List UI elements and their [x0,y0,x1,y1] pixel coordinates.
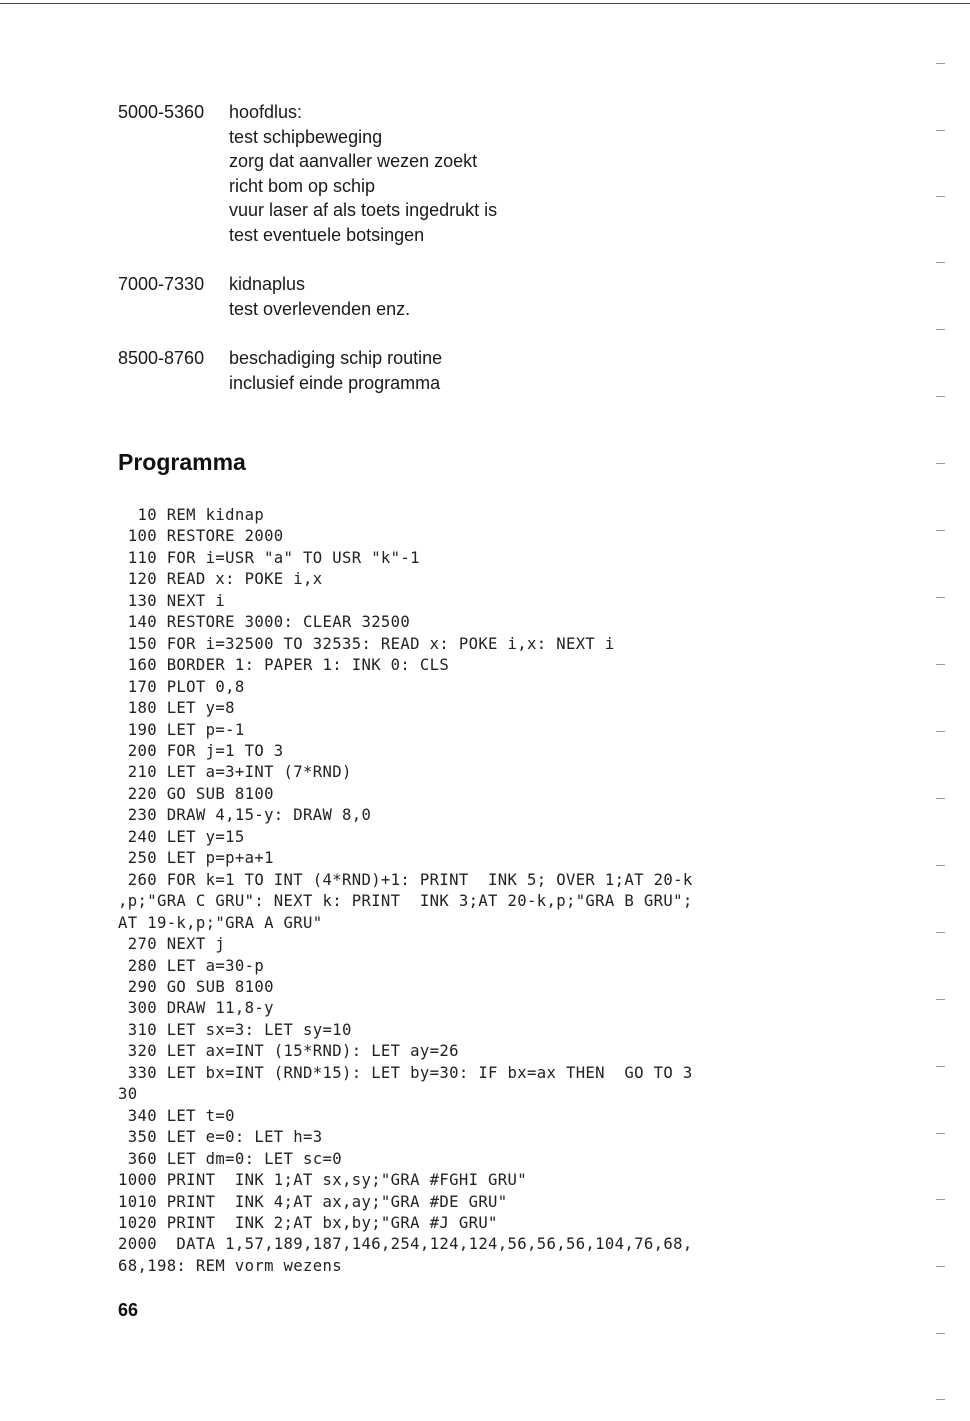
routine-description [229,346,729,395]
listing-line: 340 LET t=0 [118,1106,235,1125]
margin-tick [936,396,945,397]
listing-line: 1000 PRINT INK 1;AT sx,sy;"GRA #FGHI GRU" [118,1171,528,1190]
listing-line: 270 NEXT j [118,935,226,954]
description-line: beschadiging schip routine [229,348,443,368]
listing-line: 210 LET a=3+INT (7*RND) [118,763,352,782]
listing-line: 260 FOR k=1 TO INT (4*RND)+1: PRINT INK 5; OVER 1;AT 20-k [118,870,693,889]
listing-line: 350 LET e=0: LET h=3 [118,1128,323,1147]
description-line: inclusief einde programma [229,372,441,393]
margin-tick [936,329,945,330]
line-range: 5000-5360 [118,102,205,122]
margin-tick [936,798,945,799]
listing-line: 170 PLOT 0,8 [118,677,245,696]
margin-ticks [936,0,946,1421]
listing-line: 290 GO SUB 8100 [118,977,274,996]
listing-line: 230 DRAW 4,15-y: DRAW 8,0 [118,806,372,825]
margin-tick [936,1333,945,1334]
listing-line: 10 REM kidnap [118,506,265,524]
margin-tick [936,865,945,866]
listing-line: 150 FOR i=32500 TO 32535: READ x: POKE i,x: NEXT i [118,634,615,653]
listing-line: 200 FOR j=1 TO 3 [118,741,284,760]
margin-tick [936,731,945,732]
listing-line: 320 LET ax=INT (15*RND): LET ay=26 [118,1042,459,1061]
routine-description [229,272,729,321]
margin-tick [936,196,945,197]
listing-line: 250 LET p=p+a+1 [118,849,274,868]
description-line: hoofdlus: [229,102,303,122]
section-heading: Programma [118,449,246,475]
description-line: vuur laser af als toets ingedrukt is [229,200,498,220]
listing-line: 68,198: REM vorm wezens [118,1256,342,1275]
description-line: test overlevenden enz. [229,298,411,319]
listing-line: 160 BORDER 1: PAPER 1: INK 0: CLS [118,656,450,675]
margin-tick [936,262,945,263]
listing-line: AT 19-k,p;"GRA A GRU" [118,913,323,932]
routine-description [229,100,729,247]
listing-line: ,p;"GRA C GRU": NEXT k: PRINT INK 3;AT 20-k,p;"GRA B GRU"; [118,892,693,911]
page-number: 66 [118,1300,139,1320]
listing-line: 280 LET a=30-p [118,956,265,975]
margin-tick [936,597,945,598]
listing-line: 300 DRAW 11,8-y [118,999,274,1018]
margin-tick [936,130,945,131]
margin-tick [936,463,945,464]
margin-tick [936,999,945,1000]
description-line: zorg dat aanvaller wezen zoekt [229,151,478,171]
listing-line: 120 READ x: POKE i,x [118,570,323,589]
listing-line: 180 LET y=8 [118,699,235,718]
margin-tick [936,1266,945,1267]
margin-tick [936,664,945,665]
top-rule [0,3,970,4]
margin-tick [936,63,945,64]
line-range: 8500-8760 [118,348,205,368]
description-line: test schipbeweging [229,126,383,147]
listing-line: 240 LET y=15 [118,827,245,846]
margin-tick [936,1199,945,1200]
listing-line: 100 RESTORE 2000 [118,527,284,546]
margin-tick [936,1133,945,1134]
description-line: test eventuele botsingen [229,224,425,245]
listing-line: 330 LET bx=INT (RND*15): LET by=30: IF bx=ax THEN GO TO 3 [118,1063,693,1082]
listing-line: 360 LET dm=0: LET sc=0 [118,1149,342,1168]
description-line: richt bom op schip [229,175,376,196]
margin-tick [936,932,945,933]
line-range: 7000-7330 [118,274,205,294]
listing-line: 220 GO SUB 8100 [118,784,274,803]
listing-line: 2000 DATA 1,57,189,187,146,254,124,124,56,56,56,104,76,68, [118,1235,693,1254]
listing-line: 190 LET p=-1 [118,720,245,739]
margin-tick [936,530,945,531]
listing-line: 30 [118,1085,138,1104]
description-line: kidnaplus [229,274,306,294]
listing-line: 310 LET sx=3: LET sy=10 [118,1020,352,1039]
listing-line: 140 RESTORE 3000: CLEAR 32500 [118,613,411,632]
listing-line: 1020 PRINT INK 2;AT bx,by;"GRA #J GRU" [118,1213,498,1232]
listing-line: 110 FOR i=USR "a" TO USR "k"-1 [118,548,420,567]
listing-line: 1010 PRINT INK 4;AT ax,ay;"GRA #DE GRU" [118,1192,508,1211]
margin-tick [936,1066,945,1067]
listing-line: 130 NEXT i [118,591,226,610]
margin-tick [936,1399,945,1400]
basic-program-listing [118,505,878,1277]
